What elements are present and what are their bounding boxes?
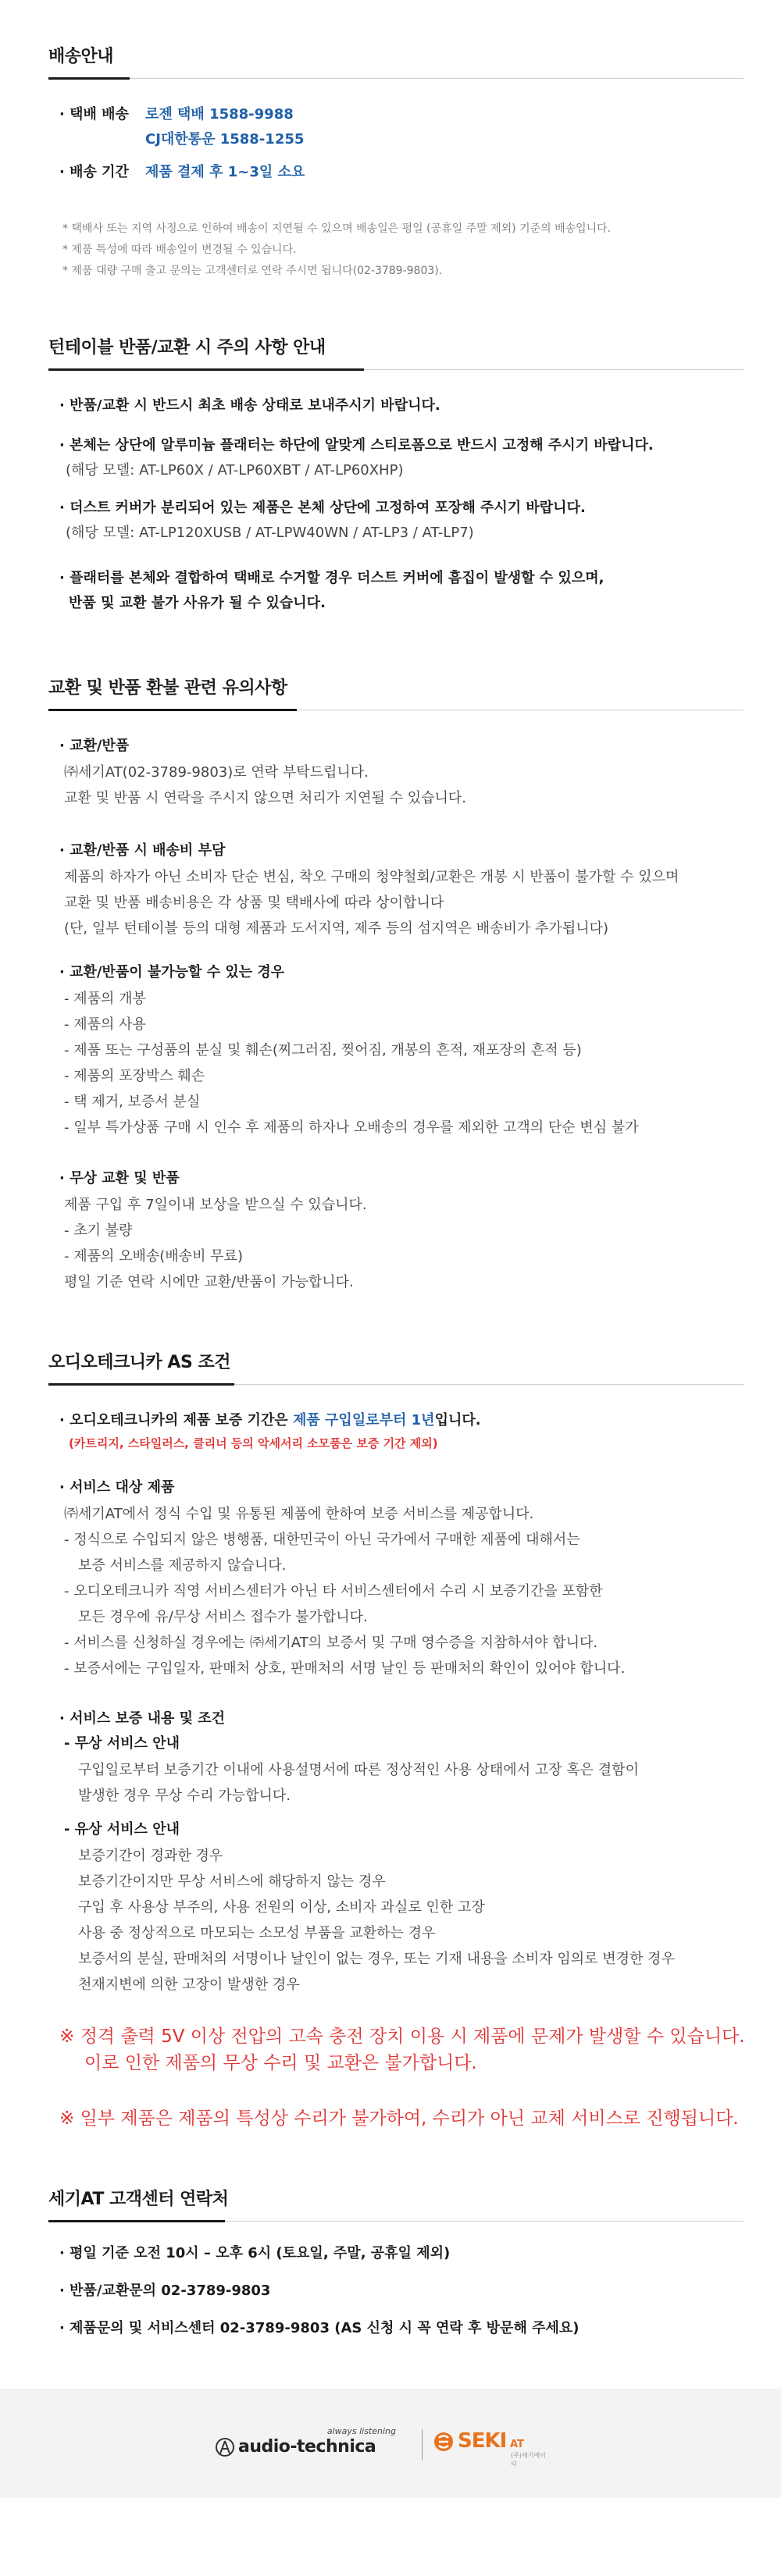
contact-section <box>48 2186 744 2222</box>
as-warranty <box>59 1409 481 1432</box>
as-paid-head: - 유상 서비스 안내 <box>64 1821 180 1838</box>
exchange-g4-line: 제품 구입 후 7일이내 보상을 받으실 수 있습니다. <box>64 1197 367 1213</box>
as-target-line: - 서비스를 신청하실 경우에는 ㈜세기AT의 보증서 및 구매 영수증을 지참하셔야 합니다. <box>64 1635 598 1651</box>
as-conditions-head: · 서비스 보증 내용 및 조건 <box>59 1710 226 1727</box>
as-target-line: 모든 경우에 유/무상 서비스 접수가 불가합니다. <box>78 1609 368 1625</box>
contact-service-phone: · 제품문의 및 서비스센터 02-3789-9803 (AS 신청 시 꼭 연락 후 방문해 주세요) <box>59 2320 580 2336</box>
as-paid-line: 보증기간이지만 무상 서비스에 해당하지 않는 경우 <box>78 1873 386 1890</box>
turntable-item-2: · 본체는 상단에 알루미늄 플래터는 하단에 알맞게 스티로폼으로 반드시 고정해 주시기 바랍니다. <box>59 437 654 454</box>
as-target-line: - 오디오테크니카 직영 서비스센터가 아닌 타 서비스센터에서 수리 시 보증기간을 포함한 <box>64 1583 603 1599</box>
as-warranty-period: 제품 구입일로부터 1년 <box>293 1412 435 1429</box>
exchange-g4-line: 평일 기준 연락 시에만 교환/반품이 가능합니다. <box>64 1274 354 1290</box>
exchange-title-text: 교환 및 반품 환불 관련 유의사항 <box>48 678 287 698</box>
exchange-g2-line: 제품의 하자가 아닌 소비자 단순 변심, 착오 구매의 청약철회/교환은 개봉 시 반품이 불가할 수 있으며 <box>64 869 679 885</box>
seki-wordmark: SEKI <box>458 2429 507 2453</box>
exchange-g3-line: - 제품의 개봉 <box>64 991 146 1007</box>
audio-technica-tagline: always listening <box>326 2426 396 2436</box>
courier-lozen: 로젠 택배 1588-9988 <box>145 106 294 123</box>
exchange-g3-line: - 제품의 사용 <box>64 1016 146 1033</box>
as-free-head: - 무상 서비스 안내 <box>64 1735 180 1752</box>
contact-title-text: 세기AT 고객센터 연락처 <box>48 2190 229 2209</box>
exchange-g4-line: - 초기 불량 <box>64 1222 133 1239</box>
footer <box>0 2389 781 2498</box>
period-label: · 배송 기간 <box>59 164 129 180</box>
shipping-note-1: * 택배사 또는 지역 사정으로 인하여 배송이 지연될 수 있으며 배송일은 평일 (공휴일 주말 제외) 기준의 배송입니다. <box>62 222 612 235</box>
logo-divider <box>422 2429 423 2460</box>
exchange-g2-line: 교환 및 반품 배송비용은 각 상품 및 택배사에 따라 상이합니다 <box>64 895 444 911</box>
exchange-g3-line: - 제품 또는 구성품의 분실 및 훼손(찌그러짐, 찢어짐, 개봉의 흔적, 재포장의 흔적 등) <box>64 1042 582 1059</box>
contact-title <box>48 2186 744 2222</box>
title-underline <box>48 2220 225 2222</box>
title-underline <box>48 1383 234 1386</box>
as-target-line: - 정식으로 수입되지 않은 병행품, 대한민국이 아닌 국가에서 구매한 제품에 대해서는 <box>64 1532 580 1548</box>
seki-company-name: (주)세기에이티 <box>511 2452 546 2467</box>
shipping-note-3: * 제품 대량 구매 출고 문의는 고객센터로 연락 주시면 됩니다(02-3789-9803). <box>62 265 443 277</box>
seki-emblem-icon <box>433 2431 455 2453</box>
contact-return-phone: · 반품/교환문의 02-3789-9803 <box>59 2282 271 2299</box>
exchange-g3-head: · 교환/반품이 불가능할 수 있는 경우 <box>59 964 285 980</box>
as-warranty-exclusion: (카트리지, 스타일러스, 클리너 등의 악세서리 소모품은 보증 기간 제외) <box>69 1436 438 1450</box>
exchange-g2-line: (단, 일부 턴테이블 등의 대형 제품과 도서지역, 제주 등의 섬지역은 배송비가 추가됩니다) <box>64 920 609 937</box>
seki-suffix: AT <box>510 2439 524 2450</box>
as-warning-charger-2: 이로 인한 제품의 무상 수리 및 교환은 불가합니다. <box>84 2053 477 2073</box>
as-paid-line: 보증서의 분실, 판매처의 서명이나 날인이 없는 경우, 또는 기재 내용을 소비자 임의로 변경한 경우 <box>78 1951 675 1967</box>
exchange-g2-head: · 교환/반품 시 배송비 부담 <box>59 842 226 859</box>
turntable-item-3: · 더스트 커버가 분리되어 있는 제품은 본체 상단에 고정하여 포장해 주시기 바랍니다. <box>59 500 586 516</box>
as-warning-replacement: ※ 일부 제품은 제품의 특성상 수리가 불가하여, 수리가 아닌 교체 서비스로 진행됩니다. <box>59 2108 739 2129</box>
as-paid-line: 구입 후 사용상 부주의, 사용 전원의 이상, 소비자 과실로 인한 고장 <box>78 1899 485 1916</box>
as-target-line: ㈜세기AT에서 정식 수입 및 유통된 제품에 한하여 보증 서비스를 제공합니다. <box>64 1506 534 1522</box>
turntable-item-4-line1: · 플래터를 본체와 결합하여 택배로 수거할 경우 더스트 커버에 흠집이 발생할 수 있으며, <box>59 570 604 586</box>
exchange-g1-line: ㈜세기AT(02-3789-9803)로 연락 부탁드립니다. <box>64 764 369 781</box>
title-underline <box>48 709 297 711</box>
exchange-g3-line: - 택 제거, 보증서 분실 <box>64 1094 201 1110</box>
as-target-line: 보증 서비스를 제공하지 않습니다. <box>78 1557 287 1574</box>
shipping-note-2: * 제품 특성에 따라 배송일이 변경될 수 있습니다. <box>62 244 297 256</box>
as-free-line: 발생한 경우 무상 수리 가능합니다. <box>78 1788 291 1804</box>
as-target-line: - 보증서에는 구입일자, 판매처 상호, 판매처의 서명 날인 등 판매처의 확인이 있어야 합니다. <box>64 1660 626 1677</box>
contact-hours: · 평일 기준 오전 10시 – 오후 6시 (토요일, 주말, 공휴일 제외) <box>59 2245 451 2261</box>
as-paid-line: 사용 중 정상적으로 마모되는 소모성 부품을 교환하는 경우 <box>78 1925 436 1941</box>
exchange-g1-head: · 교환/반품 <box>59 738 130 754</box>
turntable-item-4-line2: 반품 및 교환 불가 사유가 될 수 있습니다. <box>69 595 326 611</box>
as-warranty-pre: · 오디오테크니카의 제품 보증 기간은 <box>59 1412 293 1429</box>
courier-cj: CJ대한통운 1588-1255 <box>145 131 305 148</box>
shipping-title <box>48 43 744 79</box>
exchange-g3-line: - 제품의 포장박스 훼손 <box>64 1068 205 1084</box>
title-underline <box>48 77 130 80</box>
as-free-line: 구입일로부터 보증기간 이내에 사용설명서에 따른 정상적인 사용 상태에서 고장 혹은 결함이 <box>78 1762 639 1778</box>
exchange-g3-line: - 일부 특가상품 구매 시 인수 후 제품의 하자나 오배송의 경우를 제외한 고객의 단순 변심 불가 <box>64 1119 639 1136</box>
audio-technica-wordmark: audio-technica <box>238 2437 376 2457</box>
exchange-g4-line: - 제품의 오배송(배송비 무료) <box>64 1248 243 1265</box>
exchange-g1-line: 교환 및 반품 시 연락을 주시지 않으면 처리가 지연될 수 있습니다. <box>64 790 467 806</box>
turntable-item-2-models: (해당 모델: AT-LP60X / AT-LP60XBT / AT-LP60XHP) <box>66 462 404 479</box>
turntable-item-1: · 반품/교환 시 반드시 최초 배송 상태로 보내주시기 바랍니다. <box>59 397 440 414</box>
shipping-title-text: 배송안내 <box>48 47 114 66</box>
as-section <box>48 1349 744 1385</box>
seki-at-logo <box>433 2428 550 2467</box>
courier-label: · 택배 배송 <box>59 106 129 123</box>
as-target-head: · 서비스 대상 제품 <box>59 1479 175 1496</box>
audio-technica-logo <box>215 2426 410 2465</box>
turntable-title-text: 턴테이블 반품/교환 시 주의 사항 안내 <box>48 338 326 358</box>
audio-technica-emblem-icon <box>215 2437 235 2457</box>
exchange-title <box>48 674 744 710</box>
turntable-title <box>48 334 744 370</box>
exchange-section <box>48 674 744 710</box>
shipping-section <box>48 43 744 79</box>
title-underline <box>48 368 364 371</box>
turntable-item-3-models: (해당 모델: AT-LP120XUSB / AT-LPW40WN / AT-LP3 / AT-LP7) <box>66 525 474 541</box>
as-title <box>48 1349 744 1385</box>
exchange-g4-head: · 무상 교환 및 반품 <box>59 1170 180 1187</box>
as-title-text: 오디오테크니카 AS 조건 <box>48 1353 230 1372</box>
as-warning-charger: ※ 정격 출력 5V 이상 전압의 고속 충전 장치 이용 시 제품에 문제가 발생할 수 있습니다. <box>59 2026 745 2047</box>
period-value: 제품 결제 후 1~3일 소요 <box>145 164 305 180</box>
turntable-section <box>48 334 744 370</box>
as-paid-line: 천재지변에 의한 고장이 발생한 경우 <box>78 1976 300 1993</box>
as-warranty-post: 입니다. <box>434 1412 481 1429</box>
as-paid-line: 보증기간이 경과한 경우 <box>78 1848 223 1864</box>
